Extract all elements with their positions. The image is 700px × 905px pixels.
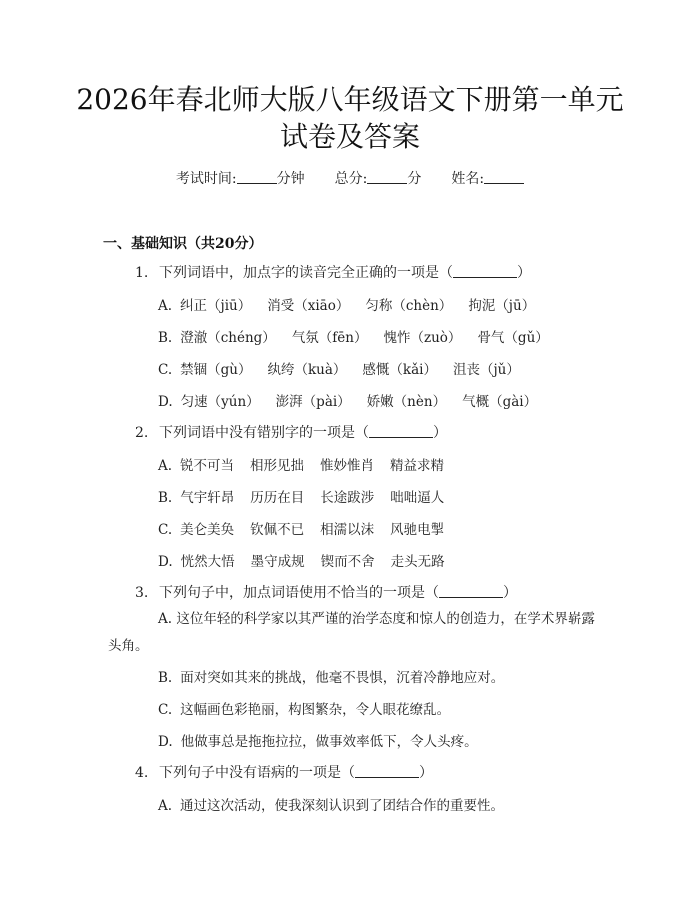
option-text: 他做事总是拖拖拉拉，做事效率低下，令人头疼。 [180,734,478,750]
option-text: 面对突如其来的挑战，他毫不畏惧，沉着冷静地应对。 [180,670,505,686]
question-1 [135,262,531,282]
exam-name-label: 姓名: [451,171,485,187]
exam-score-label: 总分: [334,171,368,187]
answer-blank[interactable] [439,583,503,598]
option-word: 相濡以沫 [320,522,375,538]
option-word: 锐不可当 [180,458,235,474]
option-text: 这位年轻的科学家以其严谨的治学态度和惊人的创造力，在学术界崭露头角。 [108,611,595,654]
question-stem: 下列词语中，加点字的读音完全正确的一项是（ [159,265,453,281]
option-label: B. [158,490,173,506]
option-1b [158,326,565,346]
question-stem-end: ） [419,765,433,781]
option-text: 这幅画色彩艳丽，构图繁杂，令人眼花缭乱。 [180,702,451,718]
option-label: D. [158,554,173,570]
option-word: 禁锢（gù） [180,362,252,378]
question-number: 1. [135,265,149,281]
option-2a [158,454,460,474]
exam-title-line2: 试卷及答案 [279,120,420,153]
option-3b [158,666,504,686]
option-label: C. [158,362,173,378]
option-3a [108,606,595,660]
option-label: B. [158,670,173,686]
option-3c [158,698,450,718]
option-word: 纠正（jiū） [180,298,252,314]
option-word: 气宇轩昂 [180,490,235,506]
exam-time [176,168,305,188]
exam-meta [0,168,700,188]
option-label: D. [158,734,173,750]
exam-score [335,168,422,188]
option-label: C. [158,702,173,718]
option-word: 走头无路 [390,554,445,570]
exam-time-label: 考试时间: [175,171,237,187]
section-heading: 一、基础知识（共20分） [103,236,263,252]
exam-name [451,168,524,188]
option-word: 锲而不舍 [320,554,375,570]
option-word: 沮丧（jǔ） [452,362,520,378]
exam-score-unit: 分 [407,171,422,187]
option-word: 匀称（chèn） [365,298,453,314]
option-text: 通过这次活动，使我深刻认识到了团结合作的重要性。 [180,798,505,814]
question-stem-end: ） [503,585,517,601]
question-number: 3. [135,585,149,601]
option-3d [158,730,478,750]
option-1c [158,358,536,378]
option-word: 咄咄逼人 [390,490,445,506]
option-word: 恍然大悟 [180,554,235,570]
option-word: 气概（gài） [462,394,538,410]
option-2b [158,486,460,506]
option-label: A. [158,298,173,314]
question-stem: 下列句子中没有语病的一项是（ [159,765,355,781]
option-word: 感慨（kǎi） [362,362,437,378]
option-label: A. [158,798,173,814]
option-word: 长途跋涉 [320,490,375,506]
option-1a [158,294,551,314]
question-4 [135,762,433,782]
option-word: 惟妙惟肖 [320,458,375,474]
question-stem: 下列词语中没有错别字的一项是（ [159,425,369,441]
exam-name-blank[interactable] [484,169,524,184]
option-label: D. [158,394,173,410]
option-word: 愧怍（zuò） [383,330,462,346]
answer-blank[interactable] [369,423,433,438]
exam-title: 2026年春北师大版八年级语文下册第一单元 [76,83,624,116]
option-2d [158,550,461,570]
option-2c [158,518,460,538]
option-word: 相形见拙 [250,458,305,474]
option-word: 风驰电掣 [390,522,445,538]
option-word: 气氛（fēn） [291,330,368,346]
answer-blank[interactable] [355,763,419,778]
question-2 [135,422,447,442]
option-label: C. [158,522,173,538]
option-word: 匀速（yún） [180,394,260,410]
option-word: 澎湃（pài） [275,394,351,410]
option-label: A. [158,611,173,627]
question-number: 4. [135,765,149,781]
option-label: A. [158,458,173,474]
option-word: 消受（xiāo） [267,298,350,314]
answer-blank[interactable] [453,263,517,278]
option-word: 墨守成规 [250,554,305,570]
question-3 [135,582,517,602]
option-4a [158,794,504,814]
option-word: 娇嫩（nèn） [366,394,447,410]
question-stem-end: ） [433,425,447,441]
exam-time-unit: 分钟 [276,171,305,187]
option-label: B. [158,330,173,346]
option-word: 纨绔（kuà） [267,362,347,378]
exam-time-blank[interactable] [237,169,277,184]
question-number: 2. [135,425,149,441]
option-word: 钦佩不已 [250,522,305,538]
option-word: 拘泥（jū） [468,298,536,314]
question-stem: 下列句子中，加点词语使用不恰当的一项是（ [159,585,439,601]
option-1d [158,390,553,410]
question-stem-end: ） [517,265,531,281]
option-word: 骨气（gǔ） [477,330,549,346]
option-word: 美仑美奂 [180,522,235,538]
option-word: 精益求精 [390,458,445,474]
option-word: 澄澈（chéng） [180,330,276,346]
option-word: 历历在目 [250,490,305,506]
exam-score-blank[interactable] [367,169,407,184]
